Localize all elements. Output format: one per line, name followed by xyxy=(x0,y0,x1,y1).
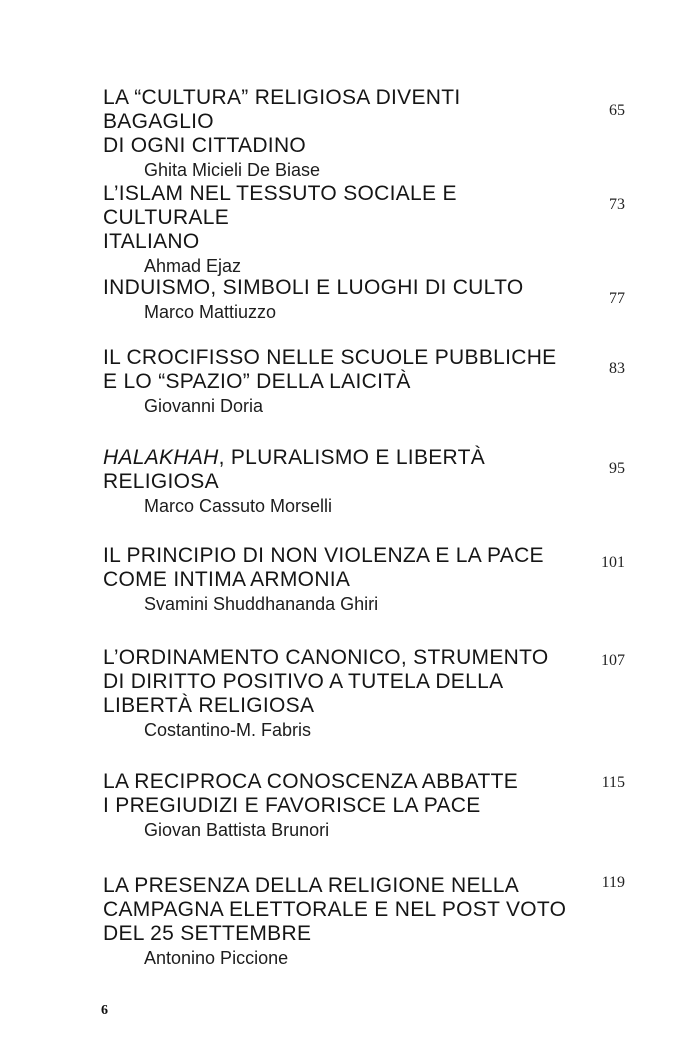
toc-entry xyxy=(103,446,633,518)
title-line: L’ORDINAMENTO CANONICO, STRUMENTO xyxy=(103,646,549,669)
toc-entry xyxy=(103,182,633,278)
entry-author: Marco Cassuto Morselli xyxy=(144,496,333,516)
entry-page-number: 77 xyxy=(609,290,625,307)
entry-title xyxy=(103,276,573,300)
entry-page-number: 83 xyxy=(609,360,625,377)
title-rest: , PLURALISMO E LIBERTÀ xyxy=(218,446,486,469)
title-line: LA PRESENZA DELLA RELIGIONE NELLA xyxy=(103,874,520,897)
entry-title xyxy=(103,646,573,718)
entry-author: Giovan Battista Brunori xyxy=(144,820,330,840)
toc-entry xyxy=(103,346,633,418)
title-line: ITALIANO xyxy=(103,230,200,253)
entry-author: Svamini Shuddhananda Ghiri xyxy=(144,594,379,614)
entry-title xyxy=(103,446,573,494)
entry-author: Marco Mattiuzzo xyxy=(144,302,277,322)
title-line: DI OGNI CITTADINO xyxy=(103,134,307,157)
entry-author: Ahmad Ejaz xyxy=(144,256,242,276)
title-italic: HALAKHAH xyxy=(103,446,219,469)
title-line: DI DIRITTO POSITIVO A TUTELA DELLA xyxy=(103,670,504,693)
toc-entry xyxy=(103,770,633,842)
title-line: E LO “SPAZIO” DELLA LAICITÀ xyxy=(103,370,411,393)
entry-page-number: 115 xyxy=(601,774,625,791)
entry-title xyxy=(103,346,573,394)
entry-page-number: 107 xyxy=(601,652,625,669)
toc-entry xyxy=(103,86,633,182)
title-line: LA “CULTURA” RELIGIOSA DIVENTI BAGAGLIO xyxy=(103,86,461,133)
title-line: DEL 25 SETTEMBRE xyxy=(103,922,312,945)
entry-author: Ghita Micieli De Biase xyxy=(144,160,321,180)
toc-entry xyxy=(103,646,633,742)
title-line: L’ISLAM NEL TESSUTO SOCIALE E CULTURALE xyxy=(103,182,457,229)
title-line xyxy=(103,446,573,470)
title-line: LA RECIPROCA CONOSCENZA ABBATTE xyxy=(103,770,519,793)
entry-author: Giovanni Doria xyxy=(144,396,264,416)
entry-page-number: 65 xyxy=(609,102,625,119)
entry-page-number: 95 xyxy=(609,460,625,477)
entry-title xyxy=(103,874,573,946)
entry-title xyxy=(103,544,573,592)
toc-entry xyxy=(103,544,633,616)
title-line: INDUISMO, SIMBOLI E LUOGHI DI CULTO xyxy=(103,276,524,299)
entry-page-number: 73 xyxy=(609,196,625,213)
page-folio-number: 6 xyxy=(101,1003,108,1018)
entry-title xyxy=(103,770,573,818)
title-line: IL PRINCIPIO DI NON VIOLENZA E LA PACE xyxy=(103,544,544,567)
title-line: LIBERTÀ RELIGIOSA xyxy=(103,694,315,717)
entry-title xyxy=(103,86,573,158)
entry-author: Costantino-M. Fabris xyxy=(144,720,312,740)
entry-page-number: 119 xyxy=(601,874,625,891)
entry-page-number: 101 xyxy=(601,554,625,571)
toc-entry xyxy=(103,874,633,970)
title-line: COME INTIMA ARMONIA xyxy=(103,568,351,591)
toc-entry xyxy=(103,276,633,324)
title-line: IL CROCIFISSO NELLE SCUOLE PUBBLICHE xyxy=(103,346,557,369)
entry-title xyxy=(103,182,573,254)
title-line: CAMPAGNA ELETTORALE E NEL POST VOTO xyxy=(103,898,567,921)
title-line: RELIGIOSA xyxy=(103,470,219,493)
entry-author: Antonino Piccione xyxy=(144,948,289,968)
title-line: I PREGIUDIZI E FAVORISCE LA PACE xyxy=(103,794,481,817)
